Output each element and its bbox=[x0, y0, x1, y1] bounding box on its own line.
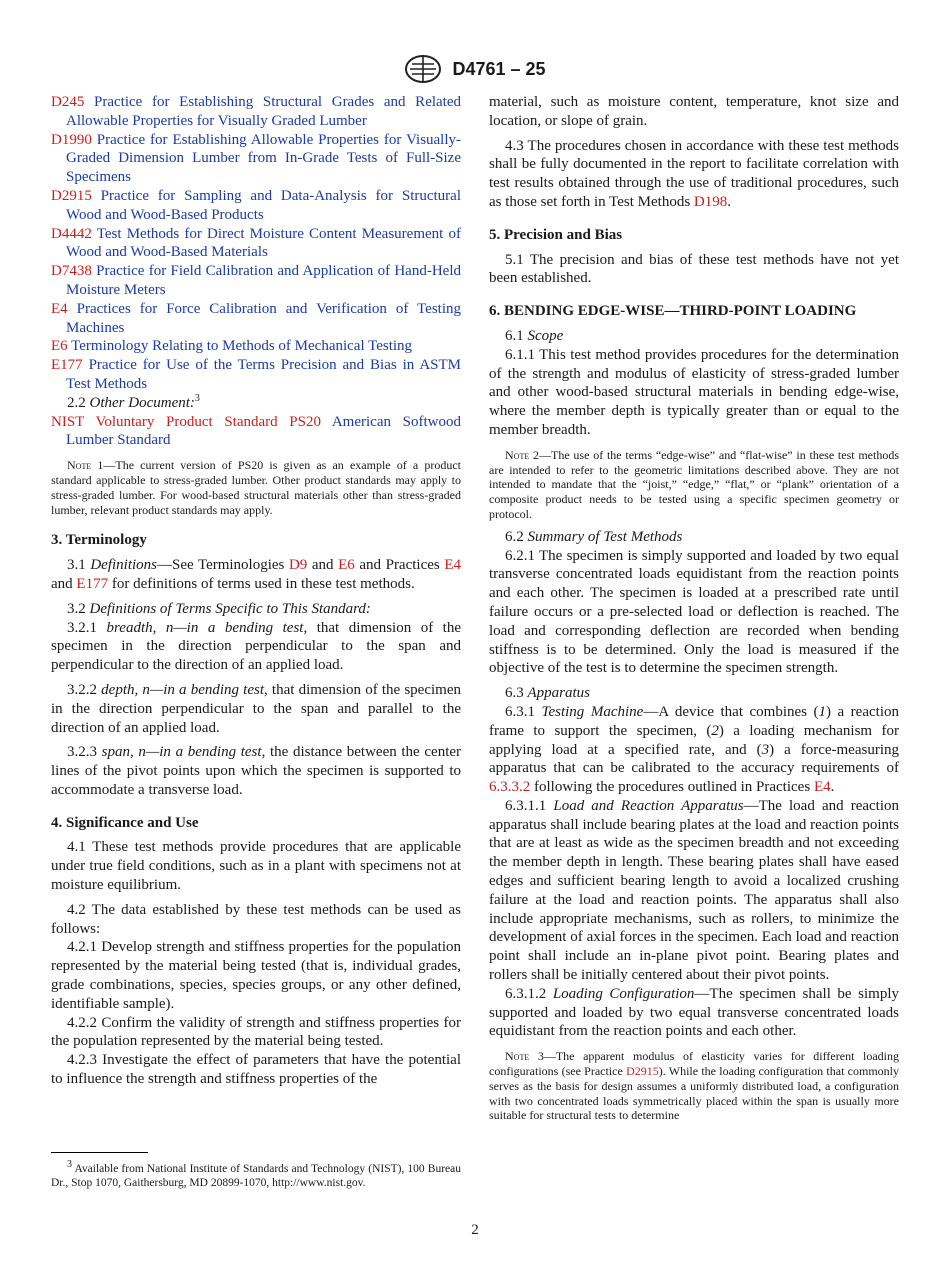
ref-e177-link[interactable]: E177 bbox=[76, 575, 109, 592]
section-4-2-2: 4.2.2 Confirm the validity of strength and stiffness properties for the population represented by the material being tested. bbox=[51, 1014, 461, 1050]
reference-code[interactable]: E177 bbox=[51, 357, 83, 374]
ref-6-3-3-2-link[interactable]: 6.3.3.2 bbox=[489, 779, 531, 796]
section-3-2: 3.2 Definitions of Terms Specific to This Standard: bbox=[67, 600, 371, 617]
section-6-3: 6.3 Apparatus bbox=[505, 685, 591, 702]
referenced-documents-list bbox=[51, 93, 461, 394]
reference-title[interactable]: Practice for Establishing Allowable Properties for Visually-Graded Dimension Lumber from In-Grade Tests of Full-Size Specimens bbox=[66, 131, 462, 186]
section-3-2-2: 3.2.2 depth, n—in a bending test, that dimension of the specimen in the direction perpendicular to the span and parallel to the direction of an applied load. bbox=[51, 681, 461, 736]
page-header bbox=[0, 54, 950, 84]
section-6-3-1-1: 6.3.1.1 Load and Reaction Apparatus—The load and reaction apparatus shall include bearing plates at the load and reaction points that are at least as wide as the specimen breadth and not exceeding the member depth in length. These bearing plates shall have eased edges and sufficient bearing length to avoid a localized crushing failure at the load and reaction points. The apparatus shall also include appropriate mechanisms, such as rollers, to minimize the development of axial forces in the specimen. Each load and reaction point shall include an in-plane pivot point. Bearing plates and rollers shall be initially centered about their pivot points. bbox=[489, 797, 900, 984]
section-4-2-3-continued: material, such as moisture content, temperature, knot size and location, or slope of grain. bbox=[489, 94, 899, 129]
astm-logo-icon bbox=[404, 54, 442, 84]
reference-code[interactable]: D7438 bbox=[51, 263, 92, 280]
section-6-3-1: 6.3.1 Testing Machine—A device that combines (1) a reaction frame to support the specimen, (2) a loading mechanism for applying load at a specified rate, and (3) a force-measuring apparatus that can be calibrated to the accuracy requirements of 6.3.3.2 following the procedures outlined in Practices E4. bbox=[489, 703, 900, 796]
footnote-divider bbox=[51, 1152, 148, 1153]
note-1: Note 1—The current version of PS20 is given as an example of a product standard applicable to stress-graded lumber. Other product standards may apply to stress-graded lumber. For wood-based structural materials other than stress-graded lumber, relevant product standards may apply. bbox=[51, 458, 462, 517]
ref-d2915-link[interactable]: D2915 bbox=[626, 1064, 659, 1079]
reference-item-d7438[interactable] bbox=[51, 262, 461, 300]
section-6-1: 6.1 Scope bbox=[505, 327, 564, 344]
reference-code[interactable]: E6 bbox=[51, 338, 68, 355]
heading-bending-edgewise: 6. BENDING EDGE-WISE—THIRD-POINT LOADING bbox=[489, 303, 857, 320]
section-4-3: 4.3 The procedures chosen in accordance with these test methods shall be fully documented in the report to facilitate correlation with test results obtained through the use of traditional procedures, such as those set forth in Test Methods D198. bbox=[489, 137, 899, 210]
ref-d9-link[interactable]: D9 bbox=[288, 557, 308, 574]
note-2: Note 2—The use of the terms “edge-wise” and “flat-wise” in these test methods are intended to refer to the geometric limitations described above. They are not intended to mandate that the “joist,” “edge,” “flat,” or “plank” orientation of a composite product needs to be tested using a specific specimen geometry or protocol. bbox=[489, 447, 900, 521]
reference-title[interactable]: Practices for Force Calibration and Verification of Testing Machines bbox=[66, 300, 461, 336]
reference-title[interactable]: Practice for Sampling and Data-Analysis for Structural Wood and Wood-Based Products bbox=[66, 187, 462, 223]
section-4-2: 4.2 The data established by these test methods can be used as follows: bbox=[51, 901, 461, 937]
section-6-2: 6.2 Summary of Test Methods bbox=[505, 528, 683, 545]
section-2-2: 2.2 Other Document:$^3$ bbox=[67, 392, 200, 411]
page-number: 2 bbox=[471, 1222, 479, 1238]
section-6-2-1: 6.2.1 The specimen is simply supported and loaded by two equal transverse concentrated loads equidistant from the reaction points and each other. The specimen is loaded at a prescribed rate until failure occurs or a pre-selected load or deflection is reached. The load and corresponding deflection are recorded when bending stiffness is to be determined. Only the load is measured if the objective of the test is to determine the specimen strength. bbox=[489, 547, 899, 677]
reference-item-e6[interactable] bbox=[51, 337, 461, 356]
ref-e4-link[interactable]: E4 bbox=[444, 557, 461, 574]
document-id: D4761 – 25 bbox=[452, 58, 546, 79]
ref-e4-link-2[interactable]: E4 bbox=[813, 779, 831, 796]
left-column bbox=[51, 93, 461, 1089]
section-4-2-3: 4.2.3 Investigate the effect of parameters that have the potential to influence the strength and stiffness properties of the bbox=[51, 1052, 461, 1088]
section-6-1-1: 6.1.1 This test method provides procedures for the determination of the strength and modulus of elasticity of stress-graded lumber and other wood-based structural materials in bending edge-wise, where the member depth is typically greater than or equal to the member breadth. bbox=[489, 346, 899, 438]
reference-code[interactable]: D4442 bbox=[51, 225, 92, 242]
reference-nist[interactable]: NIST Voluntary Product Standard PS20 American Softwood Lumber Standard bbox=[51, 413, 461, 449]
section-4-1: 4.1 These test methods provide procedures that are applicable under true field conditions, such as in a plant with specimens not at moisture equilibrium. bbox=[51, 839, 461, 894]
section-6-3-1-2: 6.3.1.2 Loading Configuration—The specimen shall be simply supported and loaded by two equal transverse concentrated loads equidistant from the reaction points and each other. bbox=[489, 985, 899, 1040]
section-3-2-1: 3.2.1 breadth, n—in a bending test, that dimension of the specimen in the direction perpendicular to the span and perpendicular to the direction of an applied load. bbox=[51, 619, 462, 674]
heading-precision-bias: 5. Precision and Bias bbox=[489, 226, 623, 243]
section-3-1: 3.1 Definitions—See Terminologies D9 and E6 and Practices E4 and E177 for definitions of terms used in these test methods. bbox=[51, 557, 461, 592]
note-3: Note 3—The apparent modulus of elasticity varies for different loading configurations (see Practice D2915). While the loading configuration that commonly serves as the basis for design assumes a uniformly distributed load, a configuration with two concentrated loads symmetrically placed within the span is usually more suitable for structural tests to determine bbox=[489, 1049, 899, 1123]
reference-title[interactable]: Test Methods for Direct Moisture Content Measurement of Wood and Wood-Based Materials bbox=[66, 225, 461, 261]
reference-code[interactable]: E4 bbox=[51, 300, 68, 317]
reference-title[interactable]: Terminology Relating to Methods of Mechanical Testing bbox=[71, 338, 413, 355]
reference-item-e177[interactable] bbox=[51, 356, 461, 394]
reference-title[interactable]: Practice for Use of the Terms Precision and Bias in ASTM Test Methods bbox=[66, 357, 462, 392]
reference-item-d4442[interactable] bbox=[51, 225, 461, 263]
reference-item-e4[interactable] bbox=[51, 300, 461, 338]
ref-e6-link[interactable]: E6 bbox=[338, 557, 355, 574]
reference-item-d245[interactable] bbox=[51, 93, 461, 131]
section-4-2-1: 4.2.1 Develop strength and stiffness properties for the population represented by the material being tested (that is, individual grades, grade combinations, species, species groups, or any other defined, identifiable sample). bbox=[51, 939, 461, 1012]
section-5-1: 5.1 The precision and bias of these test methods have not yet been established. bbox=[489, 251, 899, 287]
reference-title[interactable]: Practice for Field Calibration and Application of Hand-Held Moisture Meters bbox=[66, 263, 461, 298]
reference-item-d1990[interactable] bbox=[51, 131, 461, 187]
reference-code[interactable]: D2915 bbox=[51, 187, 92, 204]
heading-significance: 4. Significance and Use bbox=[51, 814, 199, 831]
reference-code[interactable]: D245 bbox=[51, 94, 85, 110]
reference-code[interactable]: D1990 bbox=[51, 131, 92, 148]
reference-item-d2915[interactable] bbox=[51, 187, 461, 225]
ref-d198-link[interactable]: D198 bbox=[693, 193, 728, 210]
right-column bbox=[489, 93, 899, 1129]
reference-title[interactable]: Practice for Establishing Structural Grades and Related Allowable Properties for Visually Graded Lumber bbox=[66, 94, 461, 129]
heading-terminology: 3. Terminology bbox=[51, 532, 147, 549]
footnote-3: $^3$ Available from National Institute of Standards and Technology (NIST), 100 Bureau Dr., Stop 1070, Gaithersburg, MD 20899-1070, http://www.nist.gov. bbox=[51, 1159, 461, 1189]
section-3-2-3: 3.2.3 span, n—in a bending test, the distance between the center lines of the pivot points upon which the specimen is supported to accommodate a transverse load. bbox=[51, 744, 462, 798]
